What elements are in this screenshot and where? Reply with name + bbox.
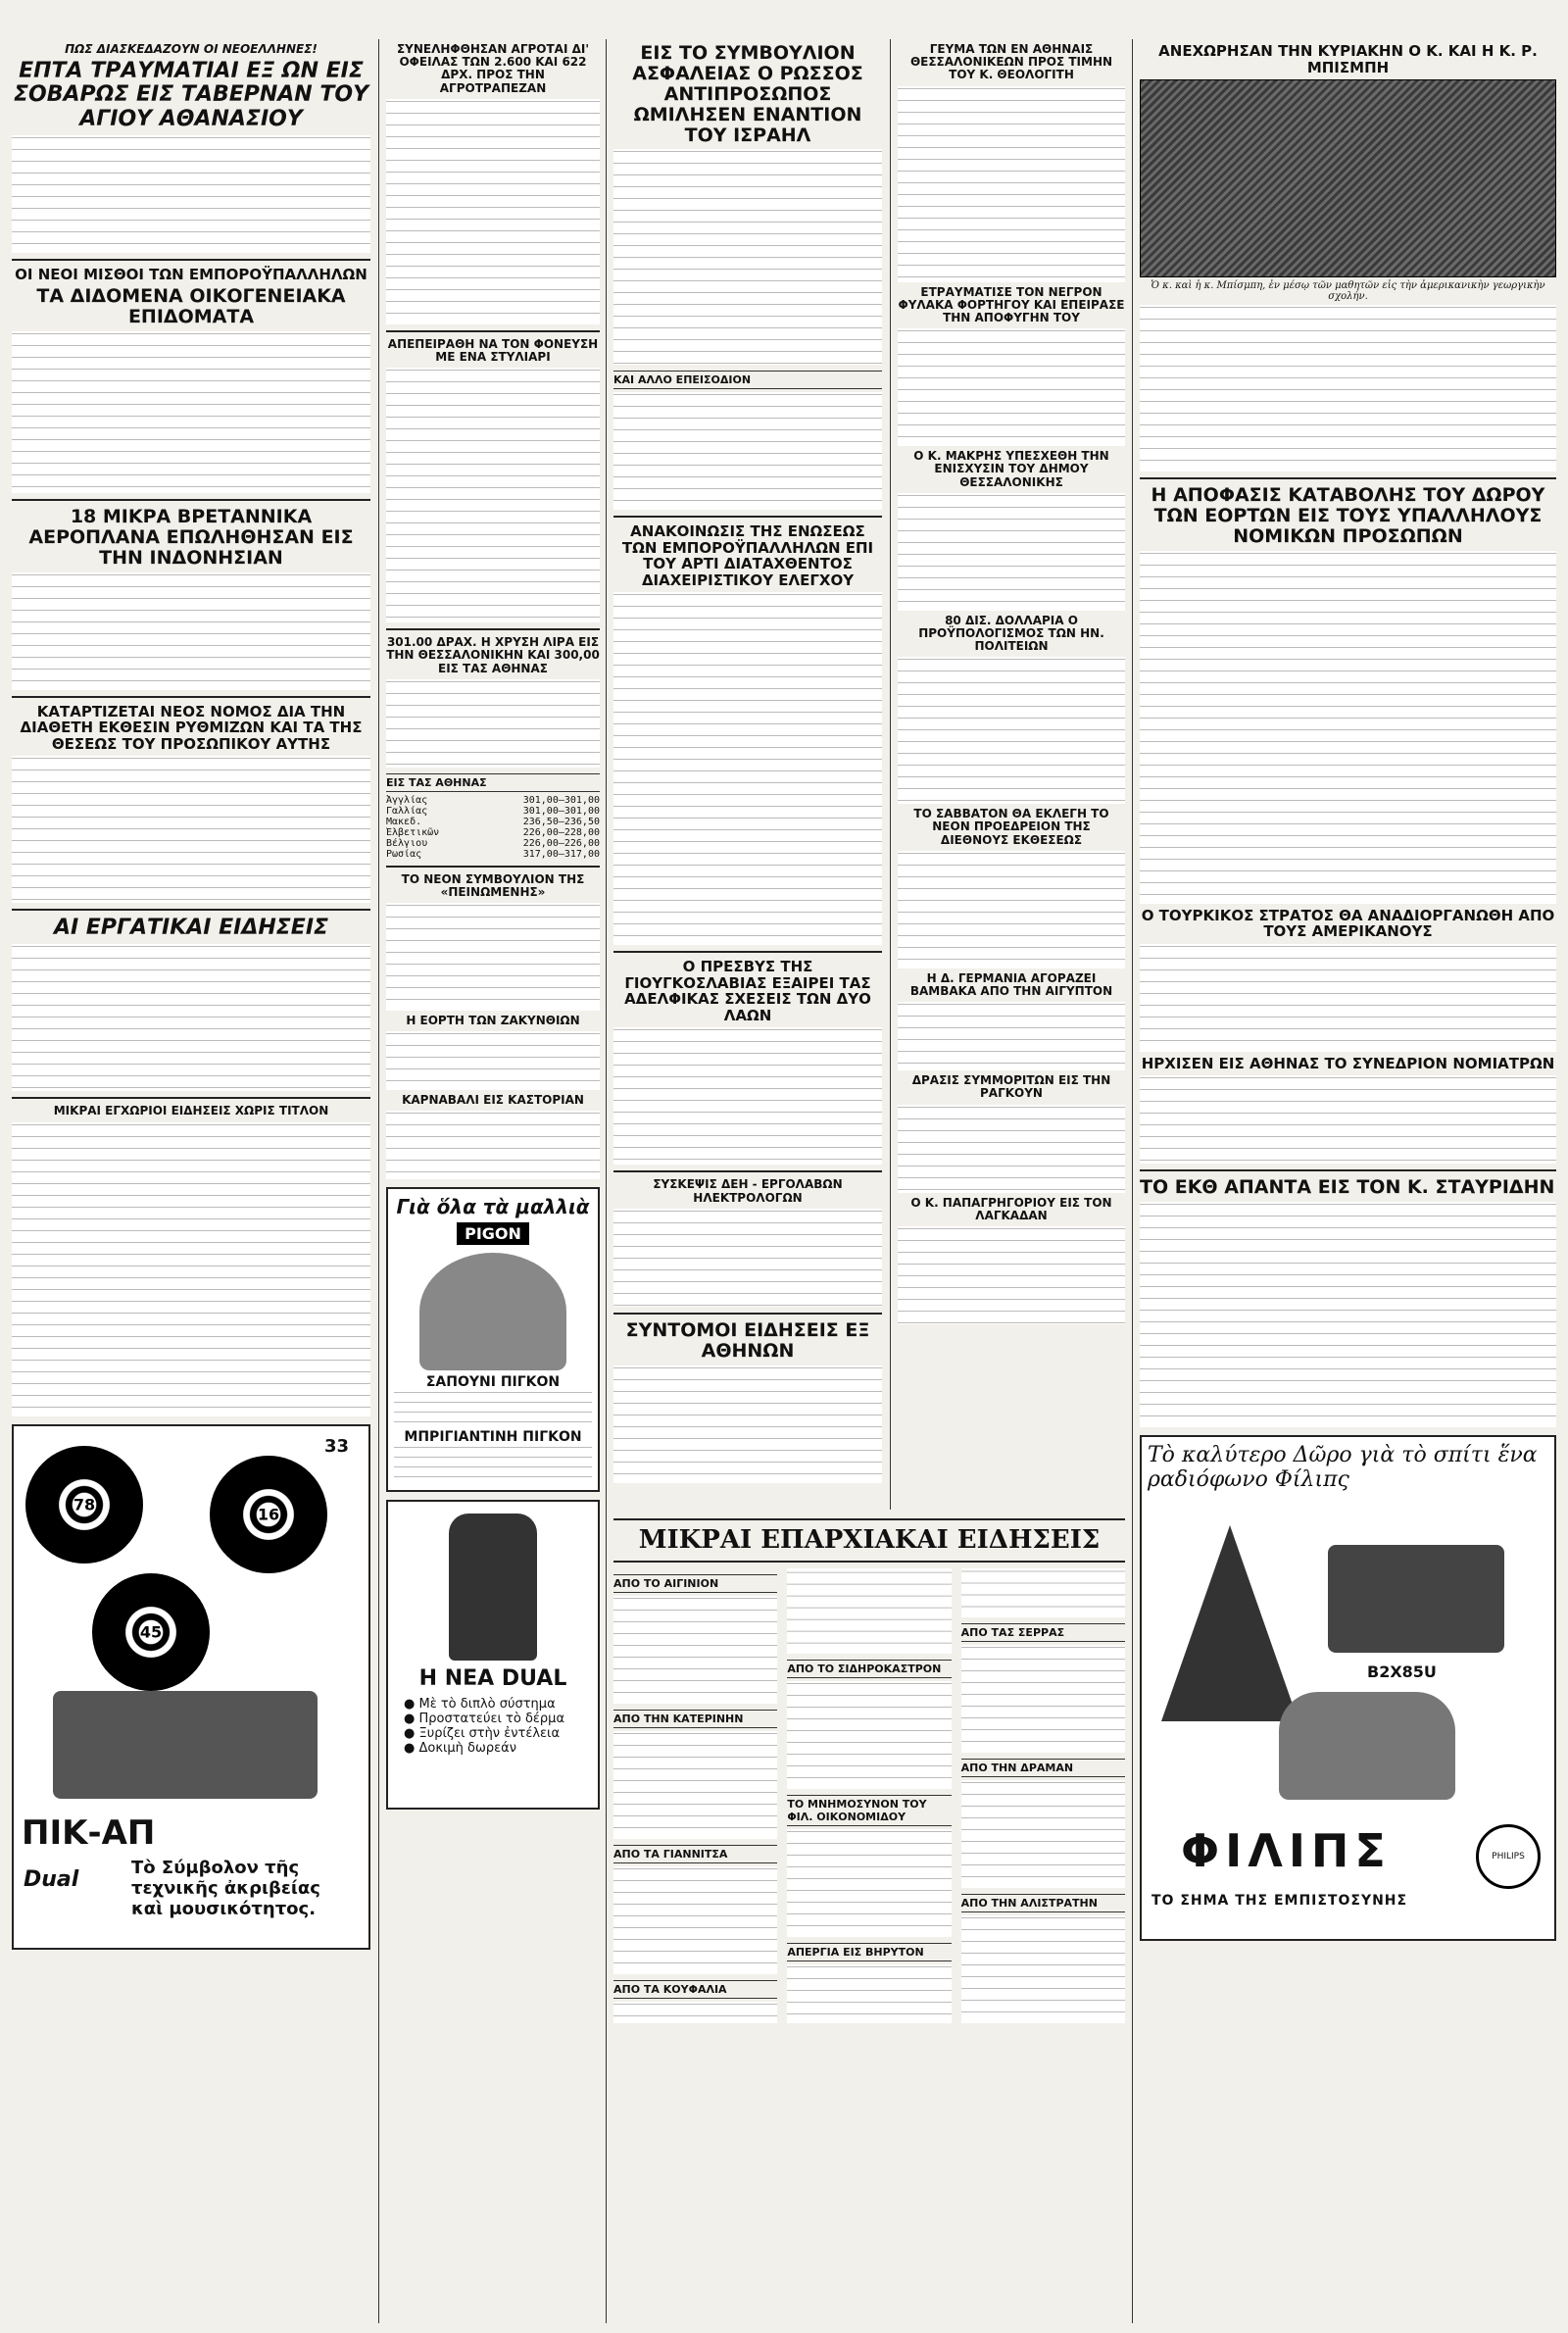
article-headline: ΣΥΝΕΛΗΦΘΗΣΑΝ ΑΓΡΟΤΑΙ ΔΙ' ΟΦΕΙΛΑΣ ΤΩΝ 2.600 ΚΑΙ 622 ΔΡΧ. ΠΡΟΣ ΤΗΝ ΑΓΡΟΤΡΑΠΕΖΑΝ <box>396 42 590 95</box>
rate-currency: Ἑλβετικῶν <box>386 826 440 838</box>
column-4 <box>898 39 1125 1510</box>
rates-table <box>386 795 600 860</box>
article-body <box>386 1111 600 1179</box>
ad-feature-item: ● Ξυρίζει στὴν ἐντέλεια <box>404 1726 592 1741</box>
article-kicker: ΠΩΣ ΔΙΑΣΚΕΔΑΖΟΥΝ ΟΙ ΝΕΟΕΛΛΗΝΕΣ! <box>65 42 318 56</box>
article-body <box>386 99 600 324</box>
article-headline: 80 ΔΙΣ. ΔΟΛΛΑΡΙΑ Ο ΠΡΟΫΠΟΛΟΓΙΣΜΟΣ ΤΩΝ ΗΝ. ΠΟΛΙΤΕΙΩΝ <box>918 613 1104 654</box>
divider <box>12 909 370 911</box>
article-body <box>1140 1075 1556 1164</box>
article-body <box>613 1596 777 1704</box>
article-body <box>613 1365 882 1483</box>
rate-currency: Ἀγγλίας <box>386 794 428 806</box>
provincial-section-heading: ΑΠΟ ΤΗΝ ΑΛΙΣΤΡΑΤΗΝ <box>961 1894 1125 1912</box>
article-body <box>12 944 370 1091</box>
ad-brand: Dual <box>24 1866 79 1892</box>
article-headline: ΣΥΣΚΕΨΙΣ ΔΕΗ - ΕΡΓΟΛΑΒΩΝ ΗΛΕΚΤΡΟΛΟΓΩΝ <box>653 1177 843 1205</box>
article-body <box>12 1122 370 1416</box>
article-headline: ΤΑ ΔΙΔΟΜΕΝΑ ΟΙΚΟΓΕΝΕΙΑΚΑ ΕΠΙΔΟΜΑΤΑ <box>36 285 346 328</box>
rate-currency: Βέλγιου <box>386 837 428 849</box>
pigon-ad <box>386 1187 600 1492</box>
rate-row <box>386 817 600 827</box>
article-headline: ΕΤΡΑΥΜΑΤΙΣΕ ΤΟΝ ΝΕΓΡΟΝ ΦΥΛΑΚΑ ΦΟΡΤΗΓΟΥ ΚΑΙ ΕΠΕΙΡΑΣΕ ΤΗΝ ΑΠΟΦΥΓΗΝ ΤΟΥ <box>898 284 1125 324</box>
radio-icon <box>1328 1545 1504 1653</box>
divider <box>12 1097 370 1099</box>
photo-caption: Ὁ κ. καὶ ἡ κ. Μπίσμπη, ἐν μέσῳ τῶν μαθητῶν εἰς τὴν ἀμερικανικὴν γεωργικὴν σχολήν. <box>1151 280 1545 302</box>
provincial-news <box>613 1514 1125 2289</box>
faces-illustration <box>419 1253 566 1370</box>
column-rule <box>378 39 379 2323</box>
rate-currency: Γαλλίας <box>386 805 428 817</box>
divider <box>613 1170 882 1172</box>
ad-feature-item: ● Προστατεύει τὸ δέρμα <box>404 1712 592 1726</box>
article-body <box>386 679 600 768</box>
article-body <box>613 392 882 510</box>
divider <box>12 259 370 261</box>
article-headline: ΕΠΤΑ ΤΡΑΥΜΑΤΙΑΙ ΕΞ ΩΝ ΕΙΣ ΣΟΒΑΡΩΣ ΕΙΣ ΤΑΒΕΡΝΑΝ ΤΟΥ ΑΓΙΟΥ ΑΘΑΝΑΣΙΟΥ <box>13 59 369 131</box>
article-body <box>898 493 1125 611</box>
article-body <box>787 1829 951 1937</box>
article-headline: ΣΥΝΤΟΜΟΙ ΕΙΔΗΣΕΙΣ ΕΞ ΑΘΗΝΩΝ <box>625 1318 870 1362</box>
article-headline: Η Δ. ΓΕΡΜΑΝΙΑ ΑΓΟΡΑΖΕΙ ΒΑΜΒΑΚΑ ΑΠΟ ΤΗΝ ΑΙΓΥΠΤΟΝ <box>909 970 1113 998</box>
article-body <box>12 135 370 253</box>
article-body <box>961 1780 1125 1888</box>
article-headline: Ο ΠΡΕΣΒΥΣ ΤΗΣ ΓΙΟΥΓΚΟΣΛΑΒΙΑΣ ΕΞΑΙΡΕΙ ΤΑΣ ΑΔΕΛΦΙΚΑΣ ΣΧΕΣΕΙΣ ΤΩΝ ΔΥΟ ΛΑΩΝ <box>624 958 871 1024</box>
article-body <box>1140 551 1556 904</box>
article-headline: ΤΟ ΝΕΟΝ ΣΥΜΒΟΥΛΙΟΝ ΤΗΣ «ΠΕΙΝΩΜΕΝΗΣ» <box>401 871 585 899</box>
ad-model: B2X85U <box>1367 1663 1437 1682</box>
group-photo <box>1140 79 1556 277</box>
record-icon: 78 <box>25 1446 143 1564</box>
record-icon: 45 <box>92 1573 210 1691</box>
rate-value: 301,00—301,00 <box>522 805 600 817</box>
article-body <box>898 328 1125 446</box>
divider <box>386 866 600 868</box>
column-5 <box>1140 39 1556 2323</box>
record-icon: 16 <box>210 1456 327 1573</box>
article-body <box>613 149 882 365</box>
rate-value: 301,00—301,00 <box>522 794 600 806</box>
column-rule <box>890 39 891 1510</box>
divider <box>613 516 882 518</box>
dual-razor-ad <box>386 1500 600 1810</box>
philips-radio-ad <box>1140 1435 1556 1941</box>
column-rule <box>606 39 607 2323</box>
article-body <box>12 331 370 493</box>
article-subhead: ΚΑΙ ΑΛΛΟ ΕΠΕΙΣΟΔΙΟΝ <box>613 371 882 389</box>
provincial-section-heading: ΑΠΕΡΓΙΑ ΕΙΣ ΒΗΡΥΤΟΝ <box>787 1943 951 1961</box>
article-headline: ΚΑΤΑΡΤΙΖΕΤΑΙ ΝΕΟΣ ΝΟΜΟΣ ΔΙΑ ΤΗΝ ΔΙΑΘΕΤΗ ΕΚΘΕΣΙΝ ΡΥΘΜΙΖΩΝ ΚΑΙ ΤΑ ΤΗΣ ΘΕΣΕΩΣ ΤΟΥ ΠΡΟΣΩΠΙΚΟΥ ΑΥΤΗΣ <box>20 702 363 753</box>
article-body <box>613 1027 882 1165</box>
divider <box>613 951 882 953</box>
article-body <box>898 1105 1125 1193</box>
ad-body <box>394 1445 592 1484</box>
ad-product: ΜΠΡΙΓΙΑΝΤΙΝΗ ΠΙΓΚΟΝ <box>404 1429 582 1446</box>
article-body <box>898 1226 1125 1324</box>
ad-feature-item: ● Δοκιμὴ δωρεάν <box>404 1741 592 1756</box>
razor-icon <box>449 1514 537 1661</box>
column-rule <box>1132 39 1133 2323</box>
article-headline: ΓΕΥΜΑ ΤΩΝ ΕΝ ΑΘΗΝΑΙΣ ΘΕΣΣΑΛΟΝΙΚΕΩΝ ΠΡΟΣ ΤΙΜΗΝ ΤΟΥ Κ. ΘΕΟΛΟΓΙΤΗ <box>909 42 1113 82</box>
article-body <box>961 1645 1125 1753</box>
philips-logo: PHILIPS <box>1476 1824 1541 1889</box>
article-body <box>961 1915 1125 2023</box>
people-illustration <box>1279 1692 1455 1800</box>
ad-title: Η ΝΕΑ DUAL <box>418 1666 567 1692</box>
article-body <box>386 903 600 1011</box>
rate-row <box>386 827 600 838</box>
rates-label: ΕΙΣ ΤΑΣ ΑΘΗΝΑΣ <box>386 773 600 792</box>
rate-row <box>386 795 600 806</box>
provincial-section-heading: ΑΠΟ ΤΗΝ ΔΡΑΜΑΝ <box>961 1759 1125 1777</box>
article-headline: ΑΙ ΕΡΓΑΤΙΚΑΙ ΕΙΔΗΣΕΙΣ <box>53 916 329 941</box>
rate-value: 226,00—226,00 <box>522 837 600 849</box>
article-headline: ΗΡΧΙΣΕΝ ΕΙΣ ΑΘΗΝΑΣ ΤΟ ΣΥΝΕΔΡΙΟΝ ΝΟΜΙΑΤΡΩΝ <box>1141 1054 1555 1072</box>
rate-row <box>386 849 600 860</box>
article-headline: 301.00 ΔΡΑΧ. Η ΧΡΥΣΗ ΛΙΡΑ ΕΙΣ ΤΗΝ ΘΕΣΣΑΛΟΝΙΚΗΝ ΚΑΙ 300,00 ΕΙΣ ΤΑΣ ΑΘΗΝΑΣ <box>386 635 600 675</box>
article-body <box>12 756 370 903</box>
ad-feature-item: ● Μὲ τὸ διπλὸ σύστημα <box>404 1697 592 1712</box>
article-headline: ΔΡΑΣΙΣ ΣΥΜΜΟΡΙΤΩΝ ΕΙΣ ΤΗΝ ΡΑΓΚΟΥΝ <box>911 1073 1111 1101</box>
provincial-section-heading: ΑΠΟ ΤΟ ΑΙΓΙΝΙΟΝ <box>613 1574 777 1593</box>
article-headline: Ο Κ. ΜΑΚΡΗΣ ΥΠΕΣΧΕΘΗ ΤΗΝ ΕΝΙΣΧΥΣΙΝ ΤΟΥ ΔΗΜΟΥ ΘΕΣΣΑΛΟΝΙΚΗΣ <box>913 449 1109 489</box>
article-body <box>898 1002 1125 1070</box>
turntable-icon <box>53 1691 318 1799</box>
speed-label: 33 <box>323 1435 349 1457</box>
article-headline: Η ΕΟΡΤΗ ΤΩΝ ΖΑΚΥΝΘΙΩΝ <box>406 1014 580 1028</box>
article-body <box>787 1681 951 1789</box>
provincial-section-heading: ΑΠΟ ΤΟ ΣΙΔΗΡΟΚΑΣΤΡΟΝ <box>787 1660 951 1678</box>
provincial-sections <box>613 1568 1125 2023</box>
column-1 <box>12 39 370 2323</box>
article-headline: ΤΟ ΣΑΒΒΑΤΟΝ ΘΑ ΕΚΛΕΓΗ ΤΟ ΝΕΟΝ ΠΡΟΕΔΡΕΙΟΝ ΤΗΣ ΔΙΕΘΝΟΥΣ ΕΚΘΕΣΕΩΣ <box>913 807 1109 847</box>
rate-value: 317,00—317,00 <box>522 848 600 860</box>
article-kicker: ΟΙ ΝΕΟΙ ΜΙΣΘΟΙ ΤΩΝ ΕΜΠΟΡΟΫΠΑΛΛΗΛΩΝ <box>15 265 368 283</box>
ad-headline: Γιὰ ὅλα τὰ μαλλιὰ <box>396 1195 590 1219</box>
divider <box>613 1313 882 1315</box>
ad-brand: PIGON <box>457 1222 529 1245</box>
rate-currency: Ρωσίας <box>386 848 422 860</box>
rate-row <box>386 806 600 817</box>
ad-product: ΠΙΚ-ΑΠ <box>22 1812 156 1853</box>
article-body <box>898 657 1125 804</box>
divider <box>12 499 370 501</box>
article-body <box>898 851 1125 968</box>
article-body <box>1140 1202 1556 1427</box>
provincial-section-heading: ΑΠΟ ΤΗΝ ΚΑΤΕΡΙΝΗΝ <box>613 1710 777 1728</box>
ad-brand: ΦΙΛΙΠΣ <box>1181 1824 1392 1878</box>
rate-value: 226,00—228,00 <box>522 826 600 838</box>
article-headline: Η ΑΠΟΦΑΣΙΣ ΚΑΤΑΒΟΛΗΣ ΤΟΥ ΔΩΡΟΥ ΤΩΝ ΕΟΡΤΩΝ ΕΙΣ ΤΟΥΣ ΥΠΑΛΛΗΛΟΥΣ ΝΟΜΙΚΩΝ ΠΡΟΣΩΠΩΝ <box>1151 484 1545 547</box>
article-body <box>386 368 600 622</box>
ad-feature-list <box>404 1697 592 1756</box>
rate-currency: Μακεδ. <box>386 816 422 827</box>
ad-body <box>394 1390 592 1429</box>
divider <box>1140 477 1556 479</box>
article-headline: Ο Κ. ΠΑΠΑΓΡΗΓΟΡΙΟΥ ΕΙΣ ΤΟΝ ΛΑΓΚΑΔΑΝ <box>910 1195 1112 1222</box>
ad-tagline: Τὸ Σύμβολον τῆς τεχνικῆς ἀκριβείας καὶ μουσικότητος. <box>131 1857 320 1919</box>
article-headline: ΜΙΚΡΑΙ ΕΓΧΩΡΙΟΙ ΕΙΔΗΣΕΙΣ ΧΩΡΙΣ ΤΙΤΛΟΝ <box>53 1104 329 1118</box>
divider <box>12 696 370 698</box>
provincial-section-heading: ΑΠΟ ΤΑΣ ΣΕΡΡΑΣ <box>961 1623 1125 1642</box>
divider <box>1140 1169 1556 1171</box>
column-2 <box>386 39 600 2323</box>
article-body <box>1140 944 1556 1052</box>
article-headline: ΑΝΑΚΟΙΝΩΣΙΣ ΤΗΣ ΕΝΩΣΕΩΣ ΤΩΝ ΕΜΠΟΡΟΫΠΑΛΛΗΛΩΝ ΕΠΙ ΤΟΥ ΑΡΤΙ ΔΙΑΤΑΧΘΕΝΤΟΣ ΔΙΑΧΕΙΡΙΣΤΙΚΟΥ ΕΛΕΓΧΟΥ <box>621 522 874 589</box>
article-body <box>613 1731 777 1839</box>
article-headline: ΚΑΡΝΑΒΑΛΙ ΕΙΣ ΚΑΣΤΟΡΙΑΝ <box>402 1093 584 1108</box>
column-3 <box>613 39 882 1510</box>
rate-row <box>386 838 600 849</box>
article-body <box>613 592 882 945</box>
article-body <box>386 1031 600 1090</box>
article-body <box>613 1209 882 1307</box>
provincial-section-heading: ΑΠΟ ΤΑ ΚΟΥΦΑΛΙΑ <box>613 1980 777 1999</box>
provincial-section-heading: ΤΟ ΜΝΗΜΟΣΥΝΟΝ ΤΟΥ ΦΙΛ. ΟΙΚΟΝΟΜΙΔΟΥ <box>787 1795 951 1826</box>
article-headline: ΕΙΣ ΤΟ ΣΥΜΒΟΥΛΙΟΝ ΑΣΦΑΛΕΙΑΣ Ο ΡΩΣΣΟΣ ΑΝΤΙΠΡΟΣΩΠΟΣ ΩΜΙΛΗΣΕΝ ΕΝΑΝΤΙΟΝ ΤΟΥ ΙΣΡΑΗΛ <box>632 42 863 146</box>
article-headline: 18 ΜΙΚΡΑ ΒΡΕΤΑΝΝΙΚΑ ΑΕΡΟΠΛΑΝΑ ΕΠΩΛΗΘΗΣΑΝ ΕΙΣ ΤΗΝ ΙΝΔΟΝΗΣΙΑΝ <box>28 506 354 569</box>
dual-turntable-ad <box>12 1424 370 1950</box>
ad-slogan: ΤΟ ΣΗΜΑ ΤΗΣ ΕΜΠΙΣΤΟΣΥΝΗΣ <box>1152 1893 1408 1910</box>
article-headline: Ο ΤΟΥΡΚΙΚΟΣ ΣΤΡΑΤΟΣ ΘΑ ΑΝΑΔΙΟΡΓΑΝΩΘΗ ΑΠΟ ΤΟΥΣ ΑΜΕΡΙΚΑΝΟΥΣ <box>1141 906 1555 941</box>
divider <box>386 330 600 332</box>
article-body <box>12 572 370 690</box>
christmas-tree-icon <box>1161 1525 1298 1721</box>
article-headline: ΤΟ ΕΚΘ ΑΠΑΝΤΑ ΕΙΣ ΤΟΝ Κ. ΣΤΑΥΡΙΔΗΝ <box>1140 1176 1555 1199</box>
section-title: ΜΙΚΡΑΙ ΕΠΑΡΧΙΑΚΑΙ ΕΙΔΗΣΕΙΣ <box>613 1518 1125 1563</box>
photo-headline: ΑΝΕΧΩΡΗΣΑΝ ΤΗΝ ΚΥΡΙΑΚΗΝ Ο Κ. ΚΑΙ Η Κ. Ρ. ΜΠΙΣΜΠΗ <box>1158 42 1538 76</box>
article-body <box>898 86 1125 282</box>
ad-product: ΣΑΠΟΥΝΙ ΠΙΓΚΟΝ <box>425 1374 561 1391</box>
divider <box>386 628 600 630</box>
article-body <box>1140 305 1556 472</box>
ad-headline: Τὸ καλύτερο Δῶρο γιὰ τὸ σπίτι ἕνα ραδιόφωνο Φίλιπς <box>1148 1443 1538 1493</box>
rate-value: 236,50—236,50 <box>522 816 600 827</box>
article-headline: ΑΠΕΠΕΙΡΑΘΗ ΝΑ ΤΟΝ ΦΟΝΕΥΣΗ ΜΕ ΕΝΑ ΣΤΥΛΙΑΡΙ <box>387 336 599 364</box>
provincial-section-heading: ΑΠΟ ΤΑ ΓΙΑΝΝΙΤΣΑ <box>613 1845 777 1863</box>
article-body <box>613 1866 777 1974</box>
